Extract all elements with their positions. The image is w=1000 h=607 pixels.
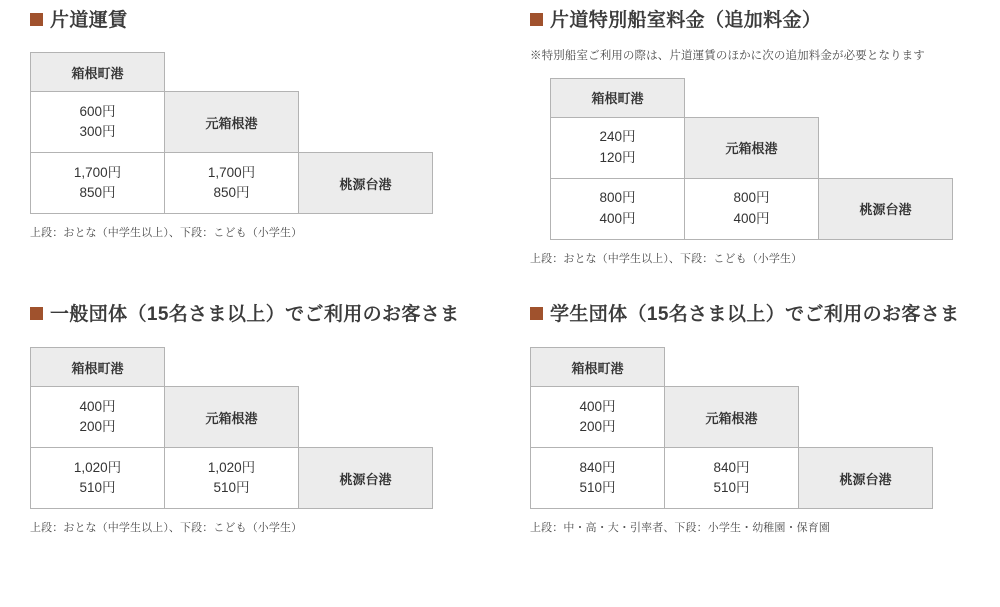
fare-cell xyxy=(31,153,165,214)
port-header-hakonemachi: 箱根町港 xyxy=(531,348,665,387)
fare-adult: 600円 xyxy=(79,103,116,119)
fare-matrix-table xyxy=(530,347,933,509)
fare-adult: 400円 xyxy=(79,398,116,414)
fare-adult: 1,700円 xyxy=(207,164,256,180)
fare-child: 200円 xyxy=(79,419,116,435)
port-header-togendai: 桃源台港 xyxy=(299,153,433,214)
square-bullet-icon xyxy=(30,307,43,320)
table-row xyxy=(31,53,433,92)
fare-child: 300円 xyxy=(79,124,116,140)
fare-cell xyxy=(31,448,165,509)
fare-child: 510円 xyxy=(713,480,750,496)
table-row xyxy=(531,448,933,509)
fare-cell xyxy=(165,153,299,214)
table-row xyxy=(31,387,433,448)
fare-cell xyxy=(31,92,165,153)
square-bullet-icon xyxy=(530,307,543,320)
fare-child: 200円 xyxy=(579,419,616,435)
fare-adult: 400円 xyxy=(579,398,616,414)
fare-child: 510円 xyxy=(213,480,250,496)
table-footnote: 上段：おとな（中学生以上）、下段：こども（小学生） xyxy=(530,252,803,265)
fare-child: 850円 xyxy=(79,185,116,201)
section-general-group xyxy=(30,300,470,535)
section-heading xyxy=(30,6,500,35)
table-row xyxy=(531,348,933,387)
port-header-hakonemachi: 箱根町港 xyxy=(31,53,165,92)
section-heading xyxy=(530,6,1000,35)
fare-adult: 1,700円 xyxy=(73,164,122,180)
port-header-hakonemachi: 箱根町港 xyxy=(551,78,685,117)
port-header-motohakone: 元箱根港 xyxy=(165,92,299,153)
fare-adult: 1,020円 xyxy=(207,459,256,475)
port-header-motohakone: 元箱根港 xyxy=(685,117,819,178)
section-heading-text: 片道運賃 xyxy=(50,10,128,31)
fare-cell xyxy=(31,387,165,448)
fare-child: 400円 xyxy=(733,210,770,226)
port-header-motohakone: 元箱根港 xyxy=(165,387,299,448)
table-row xyxy=(551,78,953,117)
fare-adult: 800円 xyxy=(599,189,636,205)
port-header-togendai: 桃源台港 xyxy=(819,178,953,239)
fare-matrix-table xyxy=(550,78,953,240)
fare-cell xyxy=(551,178,685,239)
table-row xyxy=(31,92,433,153)
fare-cell xyxy=(531,448,665,509)
table-footnote: 上段：おとな（中学生以上）、下段：こども（小学生） xyxy=(30,522,303,535)
square-bullet-icon xyxy=(530,13,543,26)
fare-cell xyxy=(685,178,819,239)
table-row xyxy=(31,348,433,387)
port-header-togendai: 桃源台港 xyxy=(799,448,933,509)
section-heading xyxy=(530,300,970,329)
fare-adult: 840円 xyxy=(579,459,616,475)
fare-child: 850円 xyxy=(213,185,250,201)
fare-child: 510円 xyxy=(79,480,116,496)
fare-child: 400円 xyxy=(599,210,636,226)
table-row xyxy=(31,448,433,509)
fare-child: 510円 xyxy=(579,480,616,496)
fare-cell xyxy=(531,387,665,448)
section-heading-text: 片道特別船室料金（追加料金） xyxy=(550,10,822,31)
table-footnote: 上段：おとな（中学生以上）、下段：こども（小学生） xyxy=(30,227,303,240)
table-row xyxy=(31,153,433,214)
fare-adult: 800円 xyxy=(733,189,770,205)
fare-adult: 840円 xyxy=(713,459,750,475)
fare-adult: 240円 xyxy=(599,128,636,144)
section-one-way-fare xyxy=(30,6,500,240)
port-header-hakonemachi: 箱根町港 xyxy=(31,348,165,387)
section-note: ※特別船室ご利用の際は、片道運賃のほかに次の追加料金が必要となります xyxy=(530,50,925,63)
fare-matrix-table xyxy=(30,52,433,214)
section-special-cabin-surcharge xyxy=(530,6,1000,266)
fare-cell xyxy=(165,448,299,509)
table-row xyxy=(551,117,953,178)
section-student-group xyxy=(530,300,970,535)
fare-adult: 1,020円 xyxy=(73,459,122,475)
fare-cell xyxy=(551,117,685,178)
table-footnote: 上段：中・高・大・引率者、下段：小学生・幼稚園・保育園 xyxy=(530,522,830,535)
square-bullet-icon xyxy=(30,13,43,26)
port-header-motohakone: 元箱根港 xyxy=(665,387,799,448)
fare-matrix-table xyxy=(30,347,433,509)
port-header-togendai: 桃源台港 xyxy=(299,448,433,509)
section-heading xyxy=(30,300,470,329)
section-heading-text: 学生団体（15名さま以上）でご利用のお客さま xyxy=(550,304,960,325)
table-row xyxy=(551,178,953,239)
table-row xyxy=(531,387,933,448)
fare-child: 120円 xyxy=(599,149,636,165)
section-heading-text: 一般団体（15名さま以上）でご利用のお客さま xyxy=(50,304,460,325)
fare-cell xyxy=(665,448,799,509)
